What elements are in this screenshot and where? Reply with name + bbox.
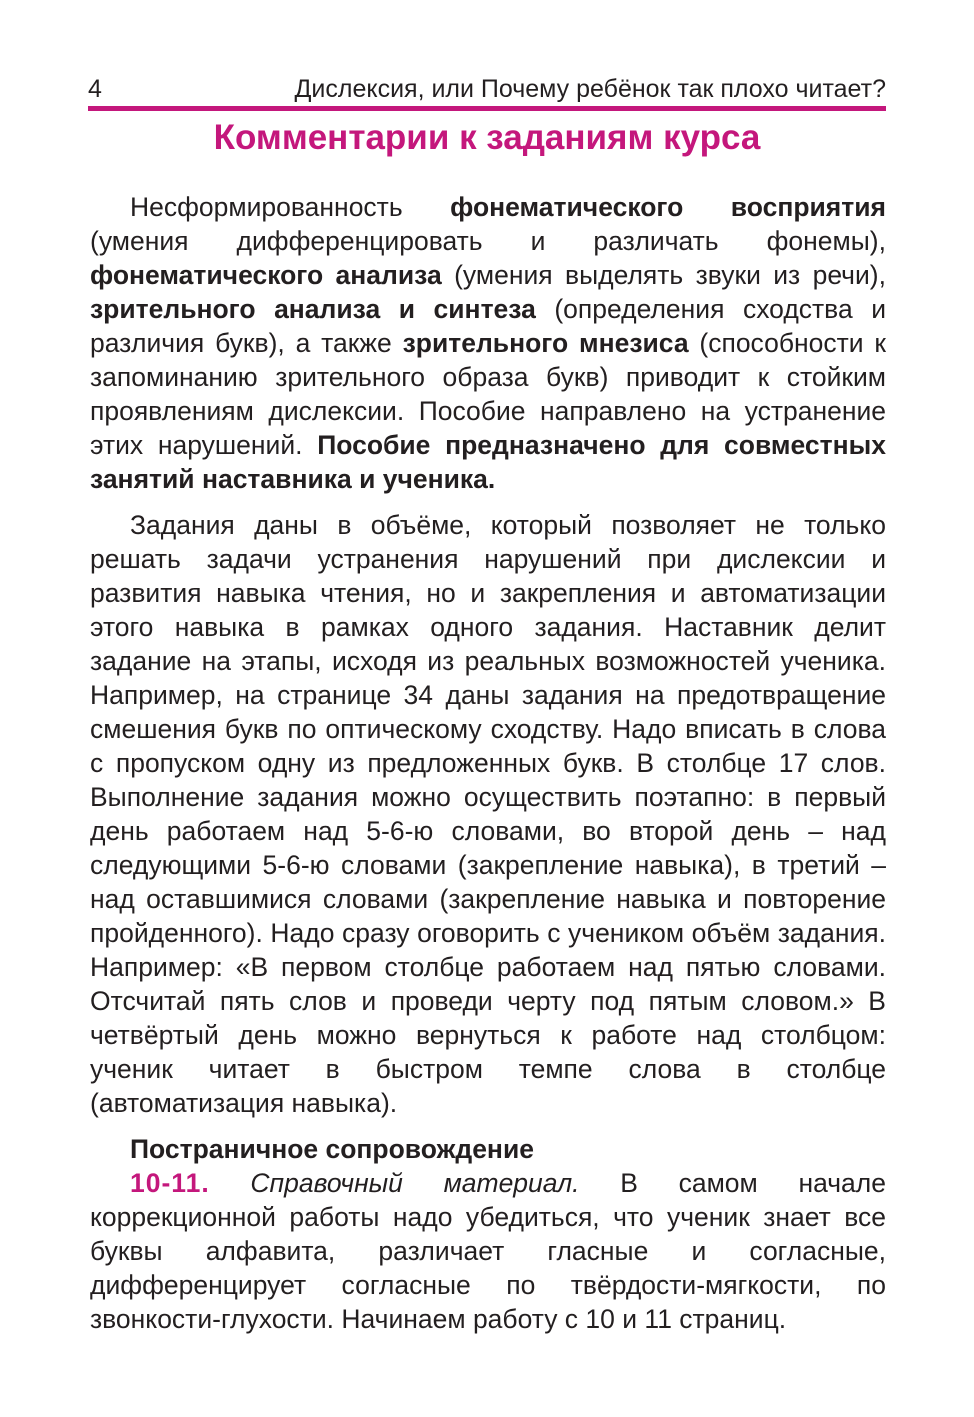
text-run: Несформированность: [130, 192, 451, 222]
text-run: В самом начале коррекционной работы надо убедиться, что ученик знает все буквы алфавита, различает гласные и согласные, дифференцирует согласные по твёрдости-мягкости, по звонкости-глухости. Начинаем работу с 10 и 11 страниц.: [90, 1168, 886, 1334]
paragraph-2: Задания даны в объёме, который позволяет не только решать задачи устранения нарушений при дислексии и развития навыка чтения, но и закрепления и автоматизации этого навыка в рамках одного задания. Наставник делит задание на этапы, исходя из реальных возможностей ученика. Например, на странице 34 даны задания на предотвращение смешения букв по оптическому сходству. Надо вписать в слова с пропуском одну из предложенных букв. В столбце 17 слов. Выполнение задания можно осуществить поэтапно: в первый день работаем над 5-6-ю словами, во второй день – над следующими 5-6-ю словами (закрепление навыка), в третий – над оставшимися словами (закрепление навыка и повторение пройденного). Надо сразу оговорить с учеником объём задания. Например: «В первом столбце работаем над пятью словами. Отсчитай пять слов и проведи черту под пятым словом.» В четвёртый день можно вернуться к работе над столбцом: ученик читает в быстром темпе слова в столбце (автоматизация навыка).: [90, 510, 886, 1118]
text-run: (умения дифференцировать и различать фонемы),: [90, 226, 886, 256]
bold-term: фонематического восприятия: [450, 192, 886, 222]
text-run: (способности к запоминанию зрительного образа букв) приводит к стойким проявлениям дислексии. Пособие направлено на устранение этих нарушений.: [90, 328, 886, 460]
running-header: [88, 62, 886, 104]
subheading: Постраничное сопровождение: [130, 1134, 534, 1164]
paragraph-3: [90, 1166, 886, 1336]
text-run: (умения выделять звуки из речи),: [441, 260, 886, 290]
text-run: (определения сходства и различия букв), а также: [90, 294, 886, 358]
bold-statement: Пособие предназначено для совместных занятий наставника и ученика.: [90, 430, 886, 494]
bold-term: зрительного мнезиса: [402, 328, 689, 358]
page-number: 4: [88, 75, 102, 103]
bold-term: фонематического анализа: [90, 260, 442, 290]
page-range: 10-11.: [130, 1168, 210, 1198]
body-text: [90, 190, 886, 1336]
section-title: Комментарии к заданиям курса: [213, 118, 761, 157]
italic-label: Справочный материал.: [250, 1168, 580, 1198]
header-rule: [88, 106, 886, 111]
bold-term: зрительного анализа и синтеза: [90, 294, 536, 324]
running-title: Дислексия, или Почему ребёнок так плохо читает?: [294, 75, 886, 103]
paragraph-1: [90, 190, 886, 496]
